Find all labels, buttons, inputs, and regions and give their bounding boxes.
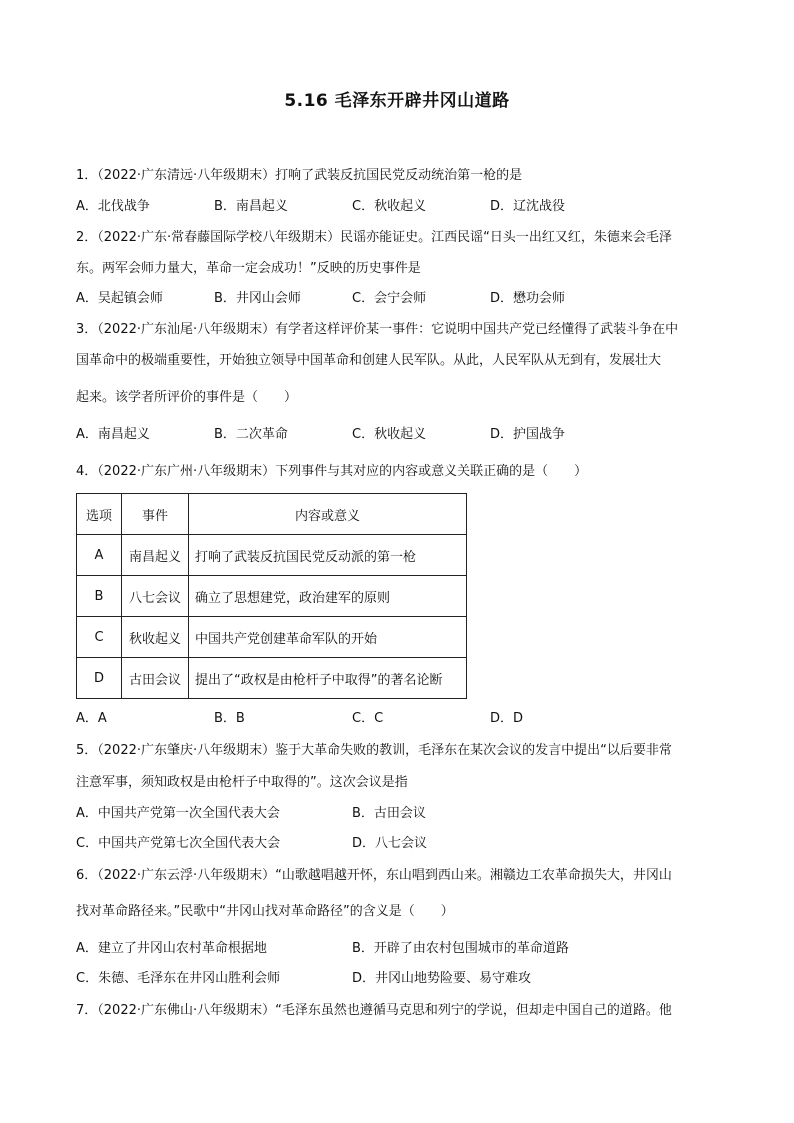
table-cell: B [77, 576, 122, 617]
q2-option-b: B．井冈山会师 [214, 291, 301, 306]
q5-option-a: A．中国共产党第一次全国代表大会 [76, 806, 280, 821]
q4-option-d: D．D [490, 711, 524, 726]
table-cell: 中国共产党创建革命军队的开始 [189, 617, 467, 658]
q3-stem-line1: 3．（2022·广东汕尾·八年级期末）有学者这样评价某一事件：它说明中国共产党已经懂得了武装斗争在中 [76, 322, 679, 337]
table-cell: 确立了思想建党，政治建军的原则 [189, 576, 467, 617]
q1-option-d: D．辽沈战役 [490, 199, 566, 214]
q3-option-d: D．护国战争 [490, 427, 566, 442]
q1-option-a: A．北伐战争 [76, 199, 150, 214]
table-header-cell: 事件 [122, 494, 189, 535]
q4-option-c: C．C [352, 711, 384, 726]
q3-stem-line2: 国革命中的极端重要性，开始独立领导中国革命和创建人民军队。从此，人民军队从无到有，发展壮大 [76, 353, 662, 368]
q3-option-a: A．南昌起义 [76, 427, 150, 442]
q6-option-d: D．井冈山地势险要、易守难攻 [352, 971, 532, 986]
q6-option-a: A．建立了井冈山农村革命根据地 [76, 941, 267, 956]
q2-stem-line2: 东。两军会师力量大，革命一定会成功！”反映的历史事件是 [76, 261, 421, 276]
table-cell: A [77, 535, 122, 576]
q3-stem-line3: 起来。该学者所评价的事件是（ ） [76, 390, 298, 405]
q4-table [76, 493, 467, 699]
q2-option-d: D．懋功会师 [490, 291, 566, 306]
q6-stem-line2: 找对革命路径来。”民歌中“井冈山找对革命路径”的含义是（ ） [76, 904, 454, 919]
q6-option-b: B．开辟了由农村包围城市的革命道路 [352, 941, 569, 956]
q2-stem-line1: 2．（2022·广东·常春藤国际学校八年级期末）民谣亦能证史。江西民谣“日头一出红又红，朱德来会毛泽 [76, 230, 672, 245]
table-cell: 古田会议 [122, 658, 189, 699]
q4-option-a: A．A [76, 711, 107, 726]
table-cell: 提出了“政权是由枪杆子中取得”的著名论断 [189, 658, 467, 699]
q3-option-c: C．秋收起义 [352, 427, 427, 442]
q2-option-c: C．会宁会师 [352, 291, 427, 306]
q6-option-c: C．朱德、毛泽东在井冈山胜利会师 [76, 971, 281, 986]
q2-option-a: A．吴起镇会师 [76, 291, 163, 306]
q5-option-c: C．中国共产党第七次全国代表大会 [76, 836, 281, 851]
q1-option-c: C．秋收起义 [352, 199, 427, 214]
q7-stem-line1: 7．（2022·广东佛山·八年级期末）“毛泽东虽然也遵循马克思和列宁的学说，但却走中国自己的道路。他 [76, 1003, 672, 1018]
table-header-row [77, 494, 467, 535]
table-row [77, 535, 467, 576]
table-cell: D [77, 658, 122, 699]
q5-option-b: B．古田会议 [352, 806, 426, 821]
table-row [77, 576, 467, 617]
q6-stem-line1: 6．（2022·广东云浮·八年级期末）“山歌越唱越开怀，东山唱到西山来。湘赣边工农革命损失大，井冈山 [76, 868, 672, 883]
table-cell: 打响了武装反抗国民党反动派的第一枪 [189, 535, 467, 576]
table-cell: C [77, 617, 122, 658]
q1-stem: 1．（2022·广东清远·八年级期末）打响了武装反抗国民党反动统治第一枪的是 [76, 168, 523, 183]
table-cell: 秋收起义 [122, 617, 189, 658]
table-row [77, 658, 467, 699]
q5-stem-line1: 5．（2022·广东肇庆·八年级期末）鉴于大革命失败的教训，毛泽东在某次会议的发言中提出“以后要非常 [76, 743, 672, 758]
table-cell: 八七会议 [122, 576, 189, 617]
q4-option-b: B．B [214, 711, 245, 726]
page-title: 5.16 毛泽东开辟井冈山道路 [284, 91, 510, 111]
table-row [77, 617, 467, 658]
q4-stem: 4．（2022·广东广州·八年级期末）下列事件与其对应的内容或意义关联正确的是（ ） [76, 464, 588, 479]
table-header-cell: 选项 [77, 494, 122, 535]
q1-option-b: B．南昌起义 [214, 199, 288, 214]
table-cell: 南昌起义 [122, 535, 189, 576]
q5-option-d: D．八七会议 [352, 836, 428, 851]
table-header-cell: 内容或意义 [189, 494, 467, 535]
q5-stem-line2: 注意军事，须知政权是由枪杆子中取得的”。这次会议是指 [76, 775, 408, 790]
q3-option-b: B．二次革命 [214, 427, 288, 442]
